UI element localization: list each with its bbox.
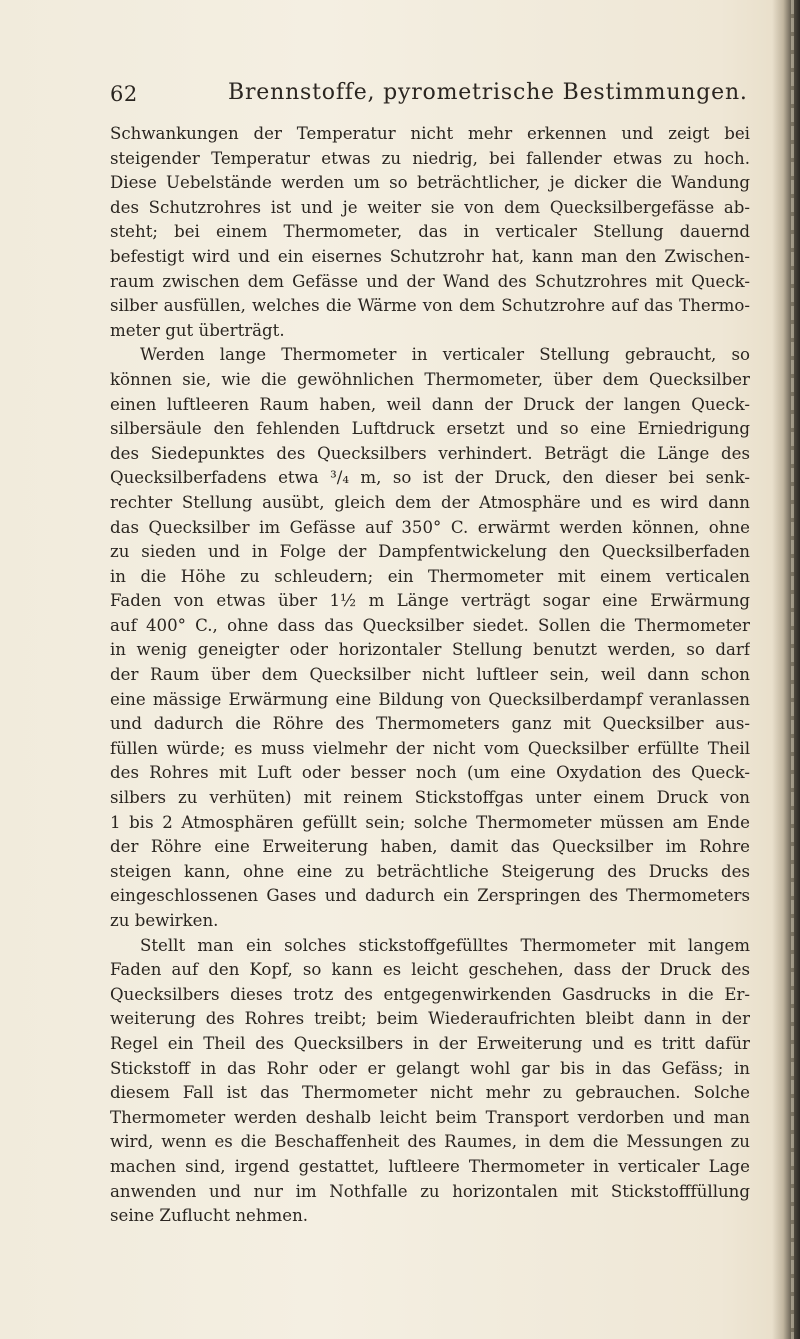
paragraph-2 [110, 343, 750, 933]
text-line: seine Zuflucht nehmen. [110, 1206, 309, 1226]
text-line: Werden lange Thermometer in verticaler Stellung gebraucht, so [140, 345, 750, 365]
text-line: anwenden und nur im Nothfalle zu horizontalen mit Stickstofffüllung [110, 1181, 750, 1201]
text-line: raum zwischen dem Gefässe und der Wand des Schutzrohres mit Queck- [110, 271, 750, 291]
text-line: auf 400° C., ohne dass das Quecksilber siedet. Sollen die Thermometer [110, 615, 750, 635]
page-number: 62 [110, 82, 138, 106]
text-line: Quecksilberfadens etwa ³/₄ m, so ist der Druck, den dieser bei senk- [110, 468, 750, 488]
text-line: einen luftleeren Raum haben, weil dann der Druck der langen Queck- [110, 394, 750, 414]
text-line: Diese Uebelstände werden um so beträchtlicher, je dicker die Wandung [110, 173, 750, 193]
text-line: machen sind, irgend gestattet, luftleere Thermometer in verticaler Lage [110, 1156, 750, 1176]
text-line: eine mässige Erwärmung eine Bildung von Quecksilberdampf veranlassen [110, 689, 750, 709]
text-line: silbersäule den fehlenden Luftdruck ersetzt und so eine Erniedrigung [110, 419, 750, 439]
text-line: Faden auf den Kopf, so kann es leicht geschehen, dass der Druck des [110, 960, 750, 980]
text-line: der Raum über dem Quecksilber nicht luftleer sein, weil dann schon [110, 665, 750, 685]
page-binding-edge [772, 0, 800, 1339]
text-line: füllen würde; es muss vielmehr der nicht vom Quecksilber erfüllte Theil [110, 738, 750, 758]
text-line: befestigt wird und ein eisernes Schutzrohr hat, kann man den Zwischen- [110, 246, 750, 266]
running-head: Brennstoffe, pyrometrische Bestimmungen. [228, 80, 748, 105]
text-line: diesem Fall ist das Thermometer nicht mehr zu gebrauchen. Solche [110, 1083, 750, 1103]
text-line: steigender Temperatur etwas zu niedrig, bei fallender etwas zu hoch. [110, 148, 750, 168]
text-line: des Siedepunktes des Quecksilbers verhindert. Beträgt die Länge des [110, 443, 750, 463]
text-line: in wenig geneigter oder horizontaler Stellung benutzt werden, so darf [110, 640, 750, 660]
paragraph-1 [110, 122, 750, 343]
text-line: das Quecksilber im Gefässe auf 350° C. erwärmt werden können, ohne [110, 517, 750, 537]
text-line: in die Höhe zu schleudern; ein Thermometer mit einem verticalen [110, 566, 750, 586]
text-line: rechter Stellung ausübt, gleich dem der Atmosphäre und es wird dann [110, 492, 750, 512]
page-header [110, 80, 750, 114]
text-line: steht; bei einem Thermometer, das in verticaler Stellung dauernd [110, 222, 750, 242]
text-line: Faden von etwas über 1½ m Länge verträgt sogar eine Erwärmung [110, 591, 750, 611]
text-line: 1 bis 2 Atmosphären gefüllt sein; solche Thermometer müssen am Ende [110, 812, 750, 832]
text-line: Schwankungen der Temperatur nicht mehr erkennen und zeigt bei [110, 124, 750, 143]
text-line: silber ausfüllen, welches die Wärme von dem Schutzrohre auf das Thermo- [110, 296, 750, 316]
body-text [110, 122, 750, 1229]
text-line: eingeschlossenen Gases und dadurch ein Zerspringen des Thermometers [110, 886, 750, 906]
text-line: der Röhre eine Erweiterung haben, damit das Quecksilber im Rohre [110, 837, 750, 857]
text-line: wird, wenn es die Beschaffenheit des Raumes, in dem die Messungen zu [110, 1132, 750, 1152]
text-line: Regel ein Theil des Quecksilbers in der Erweiterung und es tritt dafür [110, 1033, 750, 1053]
text-line: silbers zu verhüten) mit reinem Stickstoffgas unter einem Druck von [110, 788, 750, 808]
text-line: steigen kann, ohne eine zu beträchtliche Steigerung des Drucks des [110, 861, 750, 881]
text-line: meter gut überträgt. [110, 320, 285, 340]
text-line: und dadurch die Röhre des Thermometers ganz mit Quecksilber aus- [110, 714, 750, 734]
text-line: weiterung des Rohres treibt; beim Wiederaufrichten bleibt dann in der [110, 1009, 750, 1029]
text-line: können sie, wie die gewöhnlichen Thermometer, über dem Quecksilber [110, 369, 750, 389]
text-line: Stickstoff in das Rohr oder er gelangt wohl gar bis in das Gefäss; in [110, 1058, 750, 1078]
text-line: Thermometer werden deshalb leicht beim Transport verdorben und man [110, 1107, 750, 1127]
text-line: Stellt man ein solches stickstoffgefülltes Thermometer mit langem [140, 935, 750, 955]
text-line: des Schutzrohres ist und je weiter sie von dem Quecksilbergefässe ab- [110, 197, 750, 217]
text-line: Quecksilbers dieses trotz des entgegenwirkenden Gasdrucks in die Er- [110, 984, 750, 1004]
text-line: zu bewirken. [110, 911, 219, 930]
text-line: des Rohres mit Luft oder besser noch (um eine Oxydation des Queck- [110, 763, 750, 783]
paragraph-3 [110, 934, 750, 1229]
text-line: zu sieden und in Folge der Dampfentwickelung den Quecksilberfaden [110, 542, 750, 562]
